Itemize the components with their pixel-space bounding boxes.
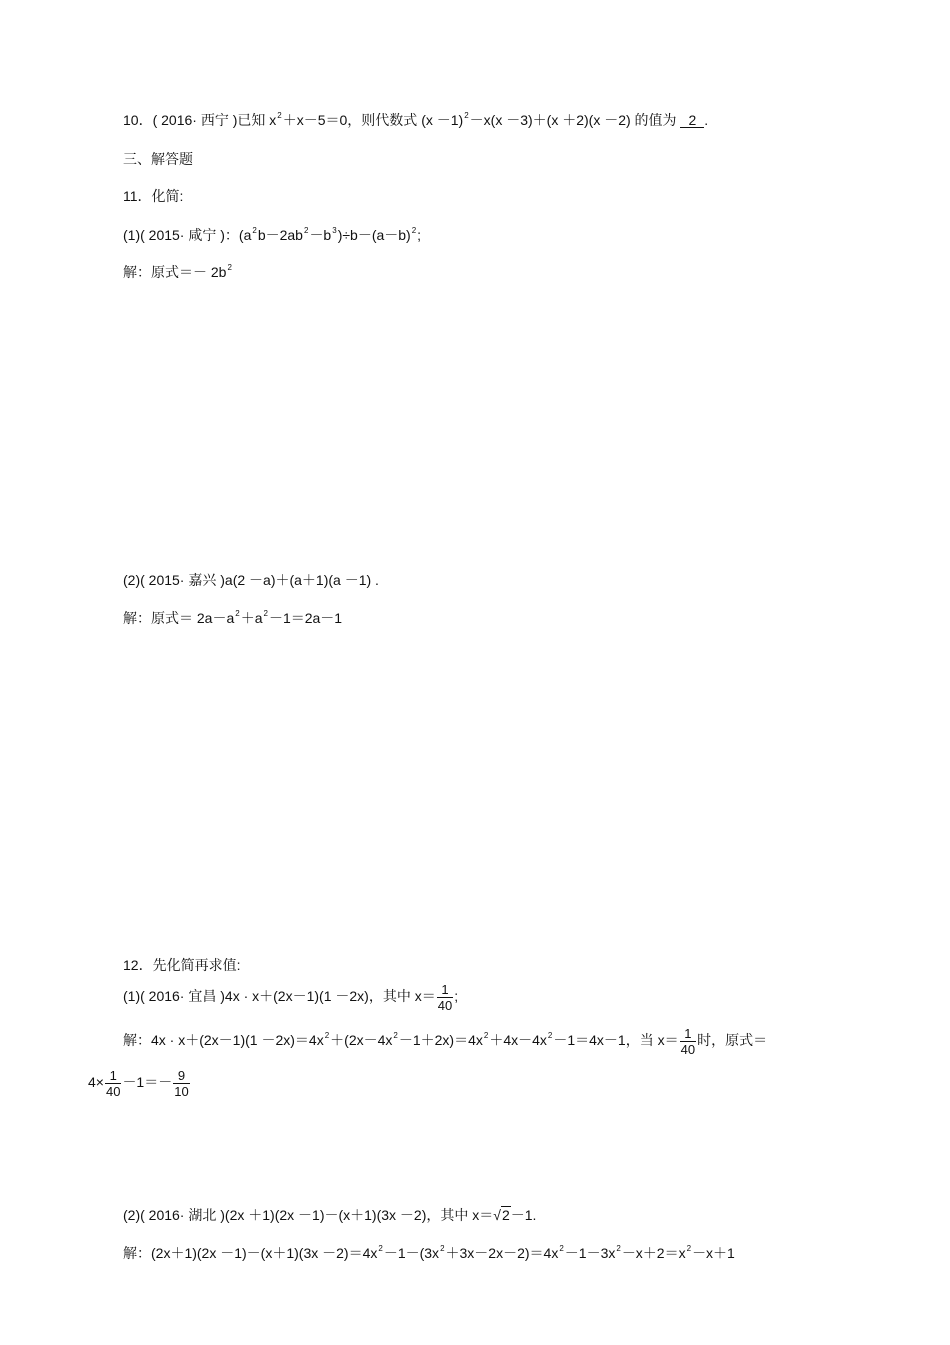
- solution-12-1: 解：$4x \cdot x+(2x-1)(1 -2x)=4x^2+(2x-4x^2-1+2x)=4x^2+4x-4x^2-1=4x-1$，当 x＝ $\frac{1}{40}$ 时，原式＝: [123, 1026, 768, 1057]
- square-root: √2: [493, 1207, 510, 1223]
- solution-11-1: 解：原式＝－ $2b^2$: [123, 263, 232, 280]
- question-11-title: 11．化简:: [123, 188, 184, 204]
- solution-12-2: 解：$(2x+1)(2x -1)-(x+1)(3x -2)=4x^2-1-(3x^2+3x-2x-2)=4x^2-1-3x^2-x+2=x^2-x+1$: [123, 1244, 735, 1261]
- answer-blank: 2: [680, 113, 704, 128]
- section-heading: 三、解答题: [123, 151, 193, 167]
- question-11-part-1: (1)( 2015· 咸宁 )：$(a^2b-2ab^2-b^3)\div b-(a-b)^2$;: [123, 226, 422, 243]
- radical-sign: √: [493, 1207, 501, 1223]
- fraction: $\frac{1}{40}$: [105, 1068, 121, 1099]
- question-12-title: 12．先化简再求值:: [123, 957, 241, 973]
- fraction: $\frac{1}{40}$: [680, 1026, 696, 1057]
- solution-12-1-continued: 4× $\frac{1}{40}$ －1＝－ $\frac{9}{10}$: [88, 1068, 189, 1099]
- fraction: $\frac{9}{10}$: [174, 1068, 189, 1099]
- solution-11-2: 解：原式＝ $2a-a^2+a^2-1=2a-1$: [123, 609, 343, 626]
- question-11-part-2: (2)( 2015· 嘉兴 )a(2 －a)＋(a＋1)(a －1) .: [123, 572, 379, 588]
- question-10: 10．( 2016· 西宁 )已知 $x^2+x-5=0$，则代数式 $(x -1)^2-x(x -3)+(x +2)(x -2)$ 的值为 2 .: [123, 111, 709, 128]
- question-12-part-1: (1)( 2016· 宜昌 )4x · x＋(2x－1)(1 －2x)，其中 x＝ $\frac{1}{40}$ ;: [123, 982, 459, 1013]
- question-12-part-2: (2)( 2016· 湖北 )(2x ＋1)(2x －1)－(x＋1)(3x －2)，其中 x＝√2－1.: [123, 1207, 537, 1223]
- fraction: $\frac{1}{40}$: [437, 982, 453, 1013]
